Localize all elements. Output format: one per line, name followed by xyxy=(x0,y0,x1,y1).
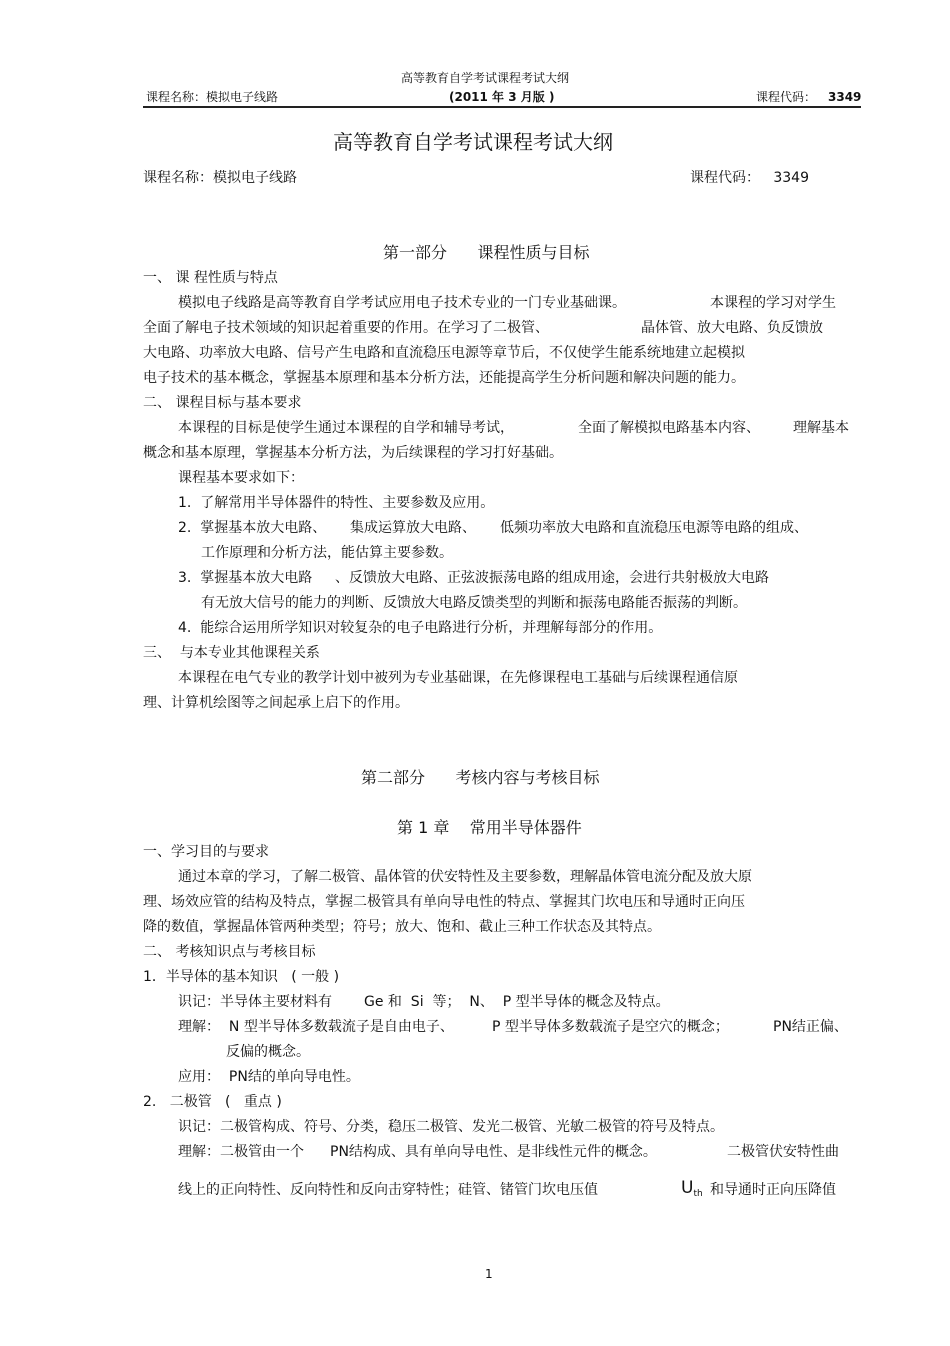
header-rule xyxy=(143,106,861,108)
paragraph-line: 模拟电子线路是高等教育自学考试应用电子技术专业的一门专业基础课。 xyxy=(178,295,626,311)
requirement-item: 1. 了解常用半导体器件的特性、主要参数及应用。 xyxy=(178,495,495,511)
knowledge-line: 应用： PN结的单向导电性。 xyxy=(178,1069,360,1085)
paragraph-line: 全面了解模拟电路基本内容、 xyxy=(578,420,760,436)
paragraph-line: 通过本章的学习，了解二极管、晶体管的伏安特性及主要参数，理解晶体管电流分配及放大原 xyxy=(178,869,752,885)
paragraph-line: 降的数值，掌握晶体管两种类型；符号；放大、饱和、截止三种工作状态及其特点。 xyxy=(143,919,661,935)
paragraph-line: 电子技术的基本概念，掌握基本原理和基本分析方法，还能提高学生分析问题和解决问题的能力。 xyxy=(143,370,745,386)
paragraph-line: 全面了解电子技术领域的知识起着重要的作用。在学习了二极管、 xyxy=(143,320,549,336)
knowledge-line: 理解： N 型半导体多数载流子是自由电子、 xyxy=(178,1019,454,1035)
knowledge-line: 理解：二极管由一个 xyxy=(178,1144,304,1160)
knowledge-point-title: 2. 二极管 ( 重点 ) xyxy=(143,1094,282,1110)
section-title: 二、 考核知识点与考核目标 xyxy=(143,944,316,960)
requirement-item: 低频功率放大电路和直流稳压电源等电路的组成、 xyxy=(500,520,808,536)
knowledge-line: PN结构成、具有单向导电性、是非线性元件的概念。 xyxy=(330,1144,657,1160)
page-number: 1 xyxy=(485,1267,493,1281)
requirement-item: 工作原理和分析方法，能估算主要参数。 xyxy=(201,545,453,561)
running-header-title: 高等教育自学考试课程考试大纲 xyxy=(401,71,570,85)
symbol-u: U xyxy=(681,1178,694,1198)
requirement-item: 有无放大信号的能力的判断、反馈放大电路反馈类型的判断和振荡电路能否振荡的判断。 xyxy=(201,595,747,611)
knowledge-line: 识记：半导体主要材料有 xyxy=(178,994,332,1010)
requirement-item: 2. 掌握基本放大电路、 xyxy=(178,520,327,536)
part1-heading: 第一部分 课程性质与目标 xyxy=(383,243,590,262)
paragraph-line: 本课程的学习对学生 xyxy=(710,295,836,311)
section-title: 一、学习目的与要求 xyxy=(143,844,269,860)
paragraph-line: 理解基本 xyxy=(793,420,849,436)
knowledge-line: P 型半导体多数载流子是空穴的概念； xyxy=(492,1019,729,1035)
course-name: 课程名称：模拟电子线路 xyxy=(143,170,297,186)
paragraph-line: 理、场效应管的结构及特点，掌握二极管具有单向导电性的特点、掌握其门坎电压和导通时正向压 xyxy=(143,894,745,910)
symbol-u-th xyxy=(681,1179,703,1203)
running-header-code-label: 课程代码： xyxy=(756,90,817,104)
knowledge-point-title: 1．半导体的基本知识 ( 一般 ) xyxy=(143,969,340,985)
paragraph-line: 本课程的目标是使学生通过本课程的自学和辅导考试， xyxy=(178,420,514,436)
knowledge-line: Ge 和 Si 等； N、 P 型半导体的概念及特点。 xyxy=(364,994,670,1010)
knowledge-line: PN结正偏、 xyxy=(773,1019,848,1035)
requirement-item: 3. 掌握基本放大电路 xyxy=(178,570,313,586)
knowledge-line: 线上的正向特性、反向特性和反向击穿特性；硅管、锗管门坎电压值 xyxy=(178,1182,598,1198)
knowledge-line: 识记：二极管构成、符号、分类，稳压二极管、发光二极管、光敏二极管的符号及特点。 xyxy=(178,1119,724,1135)
knowledge-line: 反偏的概念。 xyxy=(226,1044,310,1060)
running-header-course-name: 课程名称：模拟电子线路 xyxy=(146,90,279,104)
paragraph-line: 课程基本要求如下： xyxy=(178,470,304,486)
running-header-edition: (2011 年 3 月版 ) xyxy=(449,90,555,104)
symbol-subscript-th: th xyxy=(693,1189,703,1199)
section-title: 三、 与本专业其他课程关系 xyxy=(143,645,320,661)
requirement-item: 、反馈放大电路、正弦波振荡电路的组成用途，会进行共射极放大电路 xyxy=(335,570,769,586)
knowledge-line: 和导通时正向压降值 xyxy=(710,1182,836,1198)
requirement-item: 集成运算放大电路、 xyxy=(350,520,476,536)
chapter-heading: 第 1 章 常用半导体器件 xyxy=(397,818,582,837)
paragraph-line: 大电路、功率放大电路、信号产生电路和直流稳压电源等章节后，不仅使学生能系统地建立起模拟 xyxy=(143,345,745,361)
paragraph-line: 理、计算机绘图等之间起承上启下的作用。 xyxy=(143,695,409,711)
part2-heading: 第二部分 考核内容与考核目标 xyxy=(361,768,600,787)
section-title: 二、 课程目标与基本要求 xyxy=(143,395,302,411)
knowledge-line: 二极管伏安特性曲 xyxy=(727,1144,839,1160)
running-header-code: 3349 xyxy=(828,90,862,104)
section-title: 一、 课 程性质与特点 xyxy=(143,270,278,286)
requirement-item: 4. 能综合运用所学知识对较复杂的电子电路进行分析，并理解每部分的作用。 xyxy=(178,620,663,636)
course-code: 课程代码： 3349 xyxy=(690,170,809,186)
paragraph-line: 本课程在电气专业的教学计划中被列为专业基础课，在先修课程电工基础与后续课程通信原 xyxy=(178,670,738,686)
paragraph-line: 晶体管、放大电路、负反馈放 xyxy=(641,320,823,336)
document-title: 高等教育自学考试课程考试大纲 xyxy=(333,130,613,154)
paragraph-line: 概念和基本原理，掌握基本分析方法，为后续课程的学习打好基础。 xyxy=(143,445,563,461)
